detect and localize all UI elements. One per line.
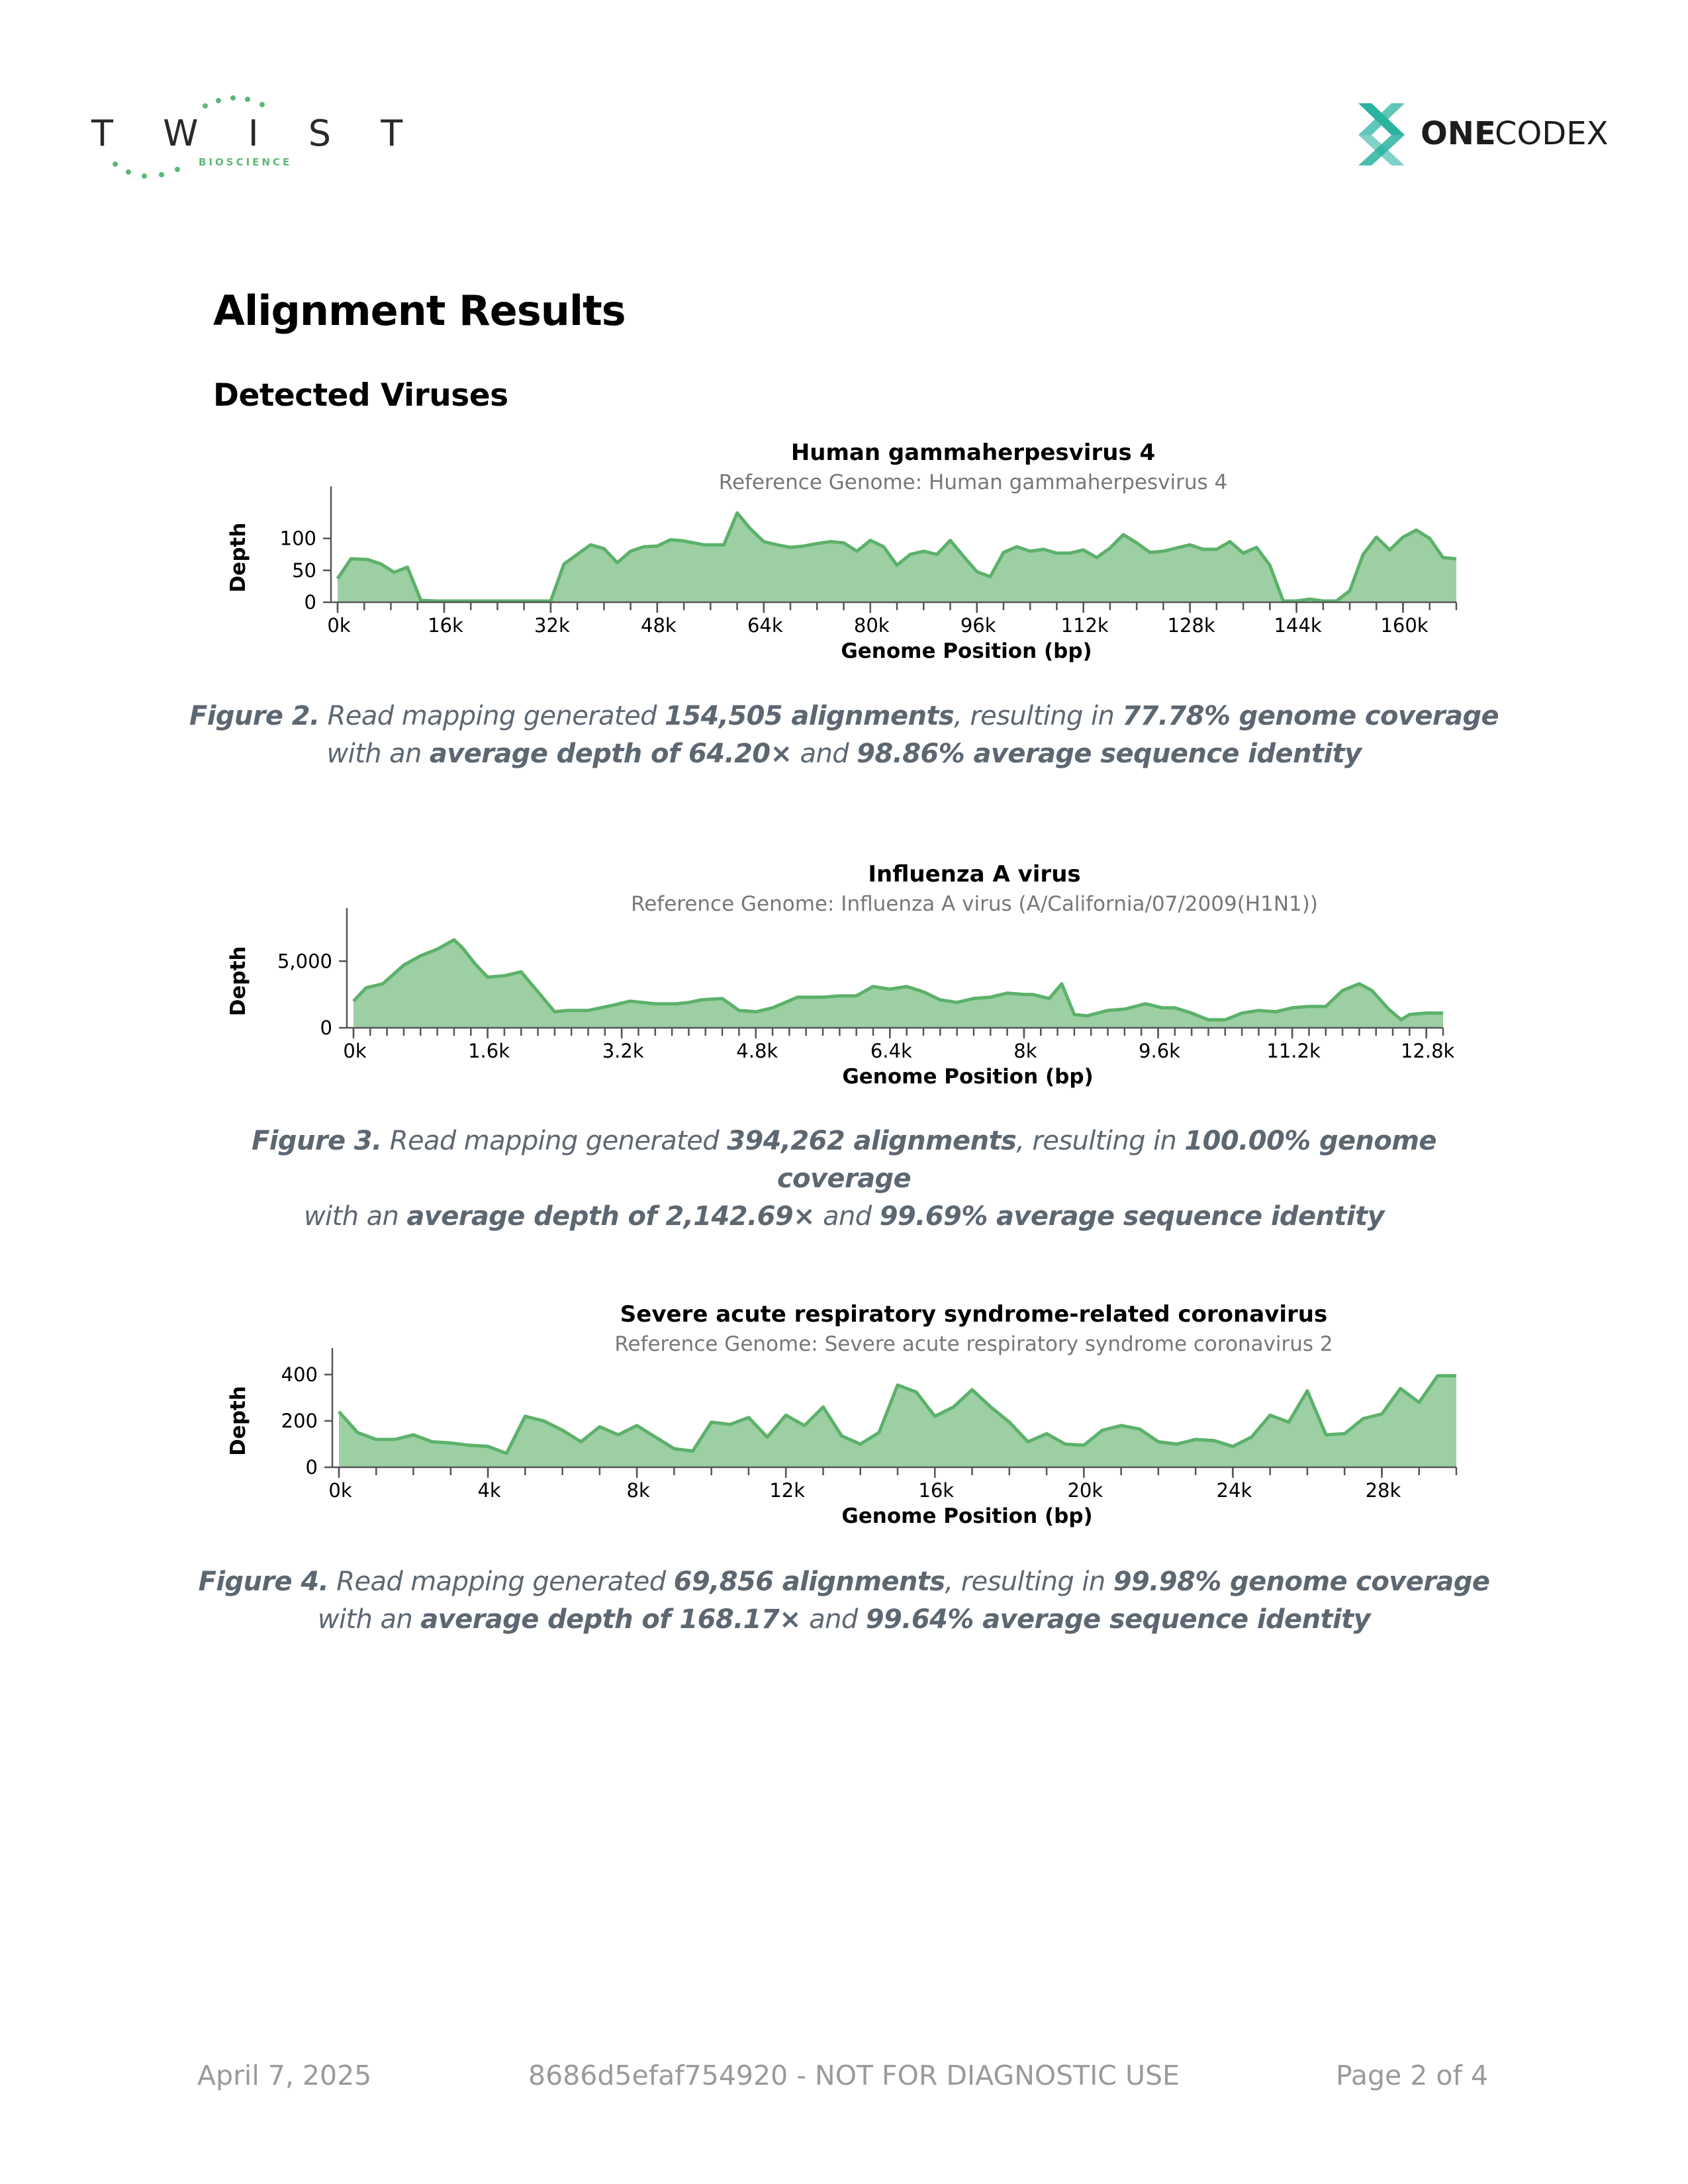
- x-tick-label: 64k: [747, 614, 783, 637]
- twist-bioscience-logo: [86, 86, 422, 185]
- footer-page-number: Page 2 of 4: [1336, 2060, 1489, 2091]
- x-axis-label: Genome Position (bp): [841, 1504, 1093, 1528]
- coverage-area: [353, 940, 1443, 1028]
- x-tick-label: 32k: [534, 614, 570, 637]
- x-tick-label: 20k: [1067, 1479, 1103, 1502]
- y-tick-label: 200: [281, 1410, 318, 1432]
- one-codex-logo: [1357, 99, 1635, 172]
- footer-date: April 7, 2025: [197, 2060, 372, 2091]
- y-axis-label: Depth: [226, 522, 250, 593]
- figure-caption-2: Figure 2. Read mapping generated 154,505 alignments, resulting in 77.78% genome coverage with an average depth of 64.20× and 98.86% average sequence identity: [189, 701, 1499, 769]
- x-tick-label: 144k: [1274, 614, 1322, 637]
- y-tick-label: 400: [281, 1363, 318, 1386]
- y-tick-label: 0: [305, 1456, 318, 1479]
- y-tick-label: 5,000: [277, 950, 332, 973]
- svg-text:T W I S T: T W I S T: [91, 113, 422, 154]
- coverage-chart-coronavirus: [0, 1287, 1688, 1545]
- x-tick-label: 160k: [1380, 614, 1429, 637]
- x-tick-label: 4k: [477, 1479, 501, 1502]
- y-axis-label: Depth: [226, 1386, 250, 1456]
- section-title: Detected Viruses: [213, 377, 508, 414]
- x-tick-label: 1.6k: [468, 1040, 510, 1062]
- figure-caption-3: Figure 3. Read mapping generated 394,262 alignments, resulting in 100.00% genome coverage with an average depth of 2,142.69× and 99.69% average sequence identity: [252, 1126, 1436, 1232]
- svg-text:BIOSCIENCE: BIOSCIENCE: [199, 156, 293, 168]
- chart-title: Influenza A virus: [868, 861, 1081, 887]
- x-tick-label: 0k: [343, 1040, 367, 1062]
- x-tick-label: 16k: [428, 614, 463, 637]
- y-tick-label: 0: [304, 591, 316, 614]
- svg-text:CODEX: CODEX: [1495, 115, 1609, 152]
- x-tick-label: 80k: [853, 614, 890, 637]
- y-axis-label: Depth: [226, 946, 250, 1017]
- chart-title: Human gammaherpesvirus 4: [790, 439, 1156, 466]
- x-tick-label: 8k: [1013, 1040, 1037, 1062]
- footer-report-id: 8686d5efaf754920 - NOT FOR DIAGNOSTIC USE: [528, 2060, 1180, 2091]
- x-tick-label: 9.6k: [1139, 1040, 1180, 1062]
- x-tick-label: 4.8k: [736, 1040, 778, 1062]
- figure-caption-4: Figure 4. Read mapping generated 69,856 alignments, resulting in 99.98% genome coverage with an average depth of 168.17× and 99.64% average sequence identity: [198, 1567, 1490, 1635]
- y-tick-label: 0: [320, 1017, 332, 1039]
- x-tick-label: 0k: [328, 1479, 352, 1502]
- x-tick-label: 128k: [1167, 614, 1215, 637]
- coverage-chart-herpesvirus: [0, 430, 1688, 675]
- chart-title: Severe acute respiratory syndrome-related coronavirus: [620, 1301, 1328, 1328]
- x-tick-label: 112k: [1060, 614, 1109, 637]
- x-tick-label: 16k: [918, 1479, 955, 1502]
- x-tick-label: 12.8k: [1400, 1040, 1455, 1062]
- x-tick-label: 24k: [1216, 1479, 1252, 1502]
- chart-subtitle: Reference Genome: Severe acute respiratory syndrome coronavirus 2: [614, 1332, 1333, 1356]
- page-title: Alignment Results: [213, 287, 626, 335]
- x-tick-label: 11.2k: [1266, 1040, 1321, 1062]
- coverage-area: [338, 513, 1456, 602]
- x-tick-label: 3.2k: [602, 1040, 644, 1062]
- x-tick-label: 8k: [626, 1479, 650, 1502]
- y-tick-label: 100: [279, 527, 316, 550]
- x-tick-label: 48k: [641, 614, 677, 637]
- y-tick-label: 50: [292, 559, 316, 582]
- x-tick-label: 12k: [769, 1479, 806, 1502]
- x-axis-label: Genome Position (bp): [842, 1065, 1094, 1089]
- coverage-chart-influenza: [0, 860, 1688, 1099]
- x-tick-label: 0k: [327, 614, 351, 637]
- x-tick-label: 28k: [1365, 1479, 1401, 1502]
- chart-subtitle: Reference Genome: Influenza A virus (A/California/07/2009(H1N1)): [631, 892, 1318, 916]
- x-axis-label: Genome Position (bp): [841, 639, 1092, 663]
- x-tick-label: 6.4k: [870, 1040, 912, 1062]
- chart-subtitle: Reference Genome: Human gammaherpesvirus 4: [718, 471, 1228, 494]
- x-tick-label: 96k: [960, 614, 996, 637]
- svg-text:ONE: ONE: [1421, 115, 1496, 152]
